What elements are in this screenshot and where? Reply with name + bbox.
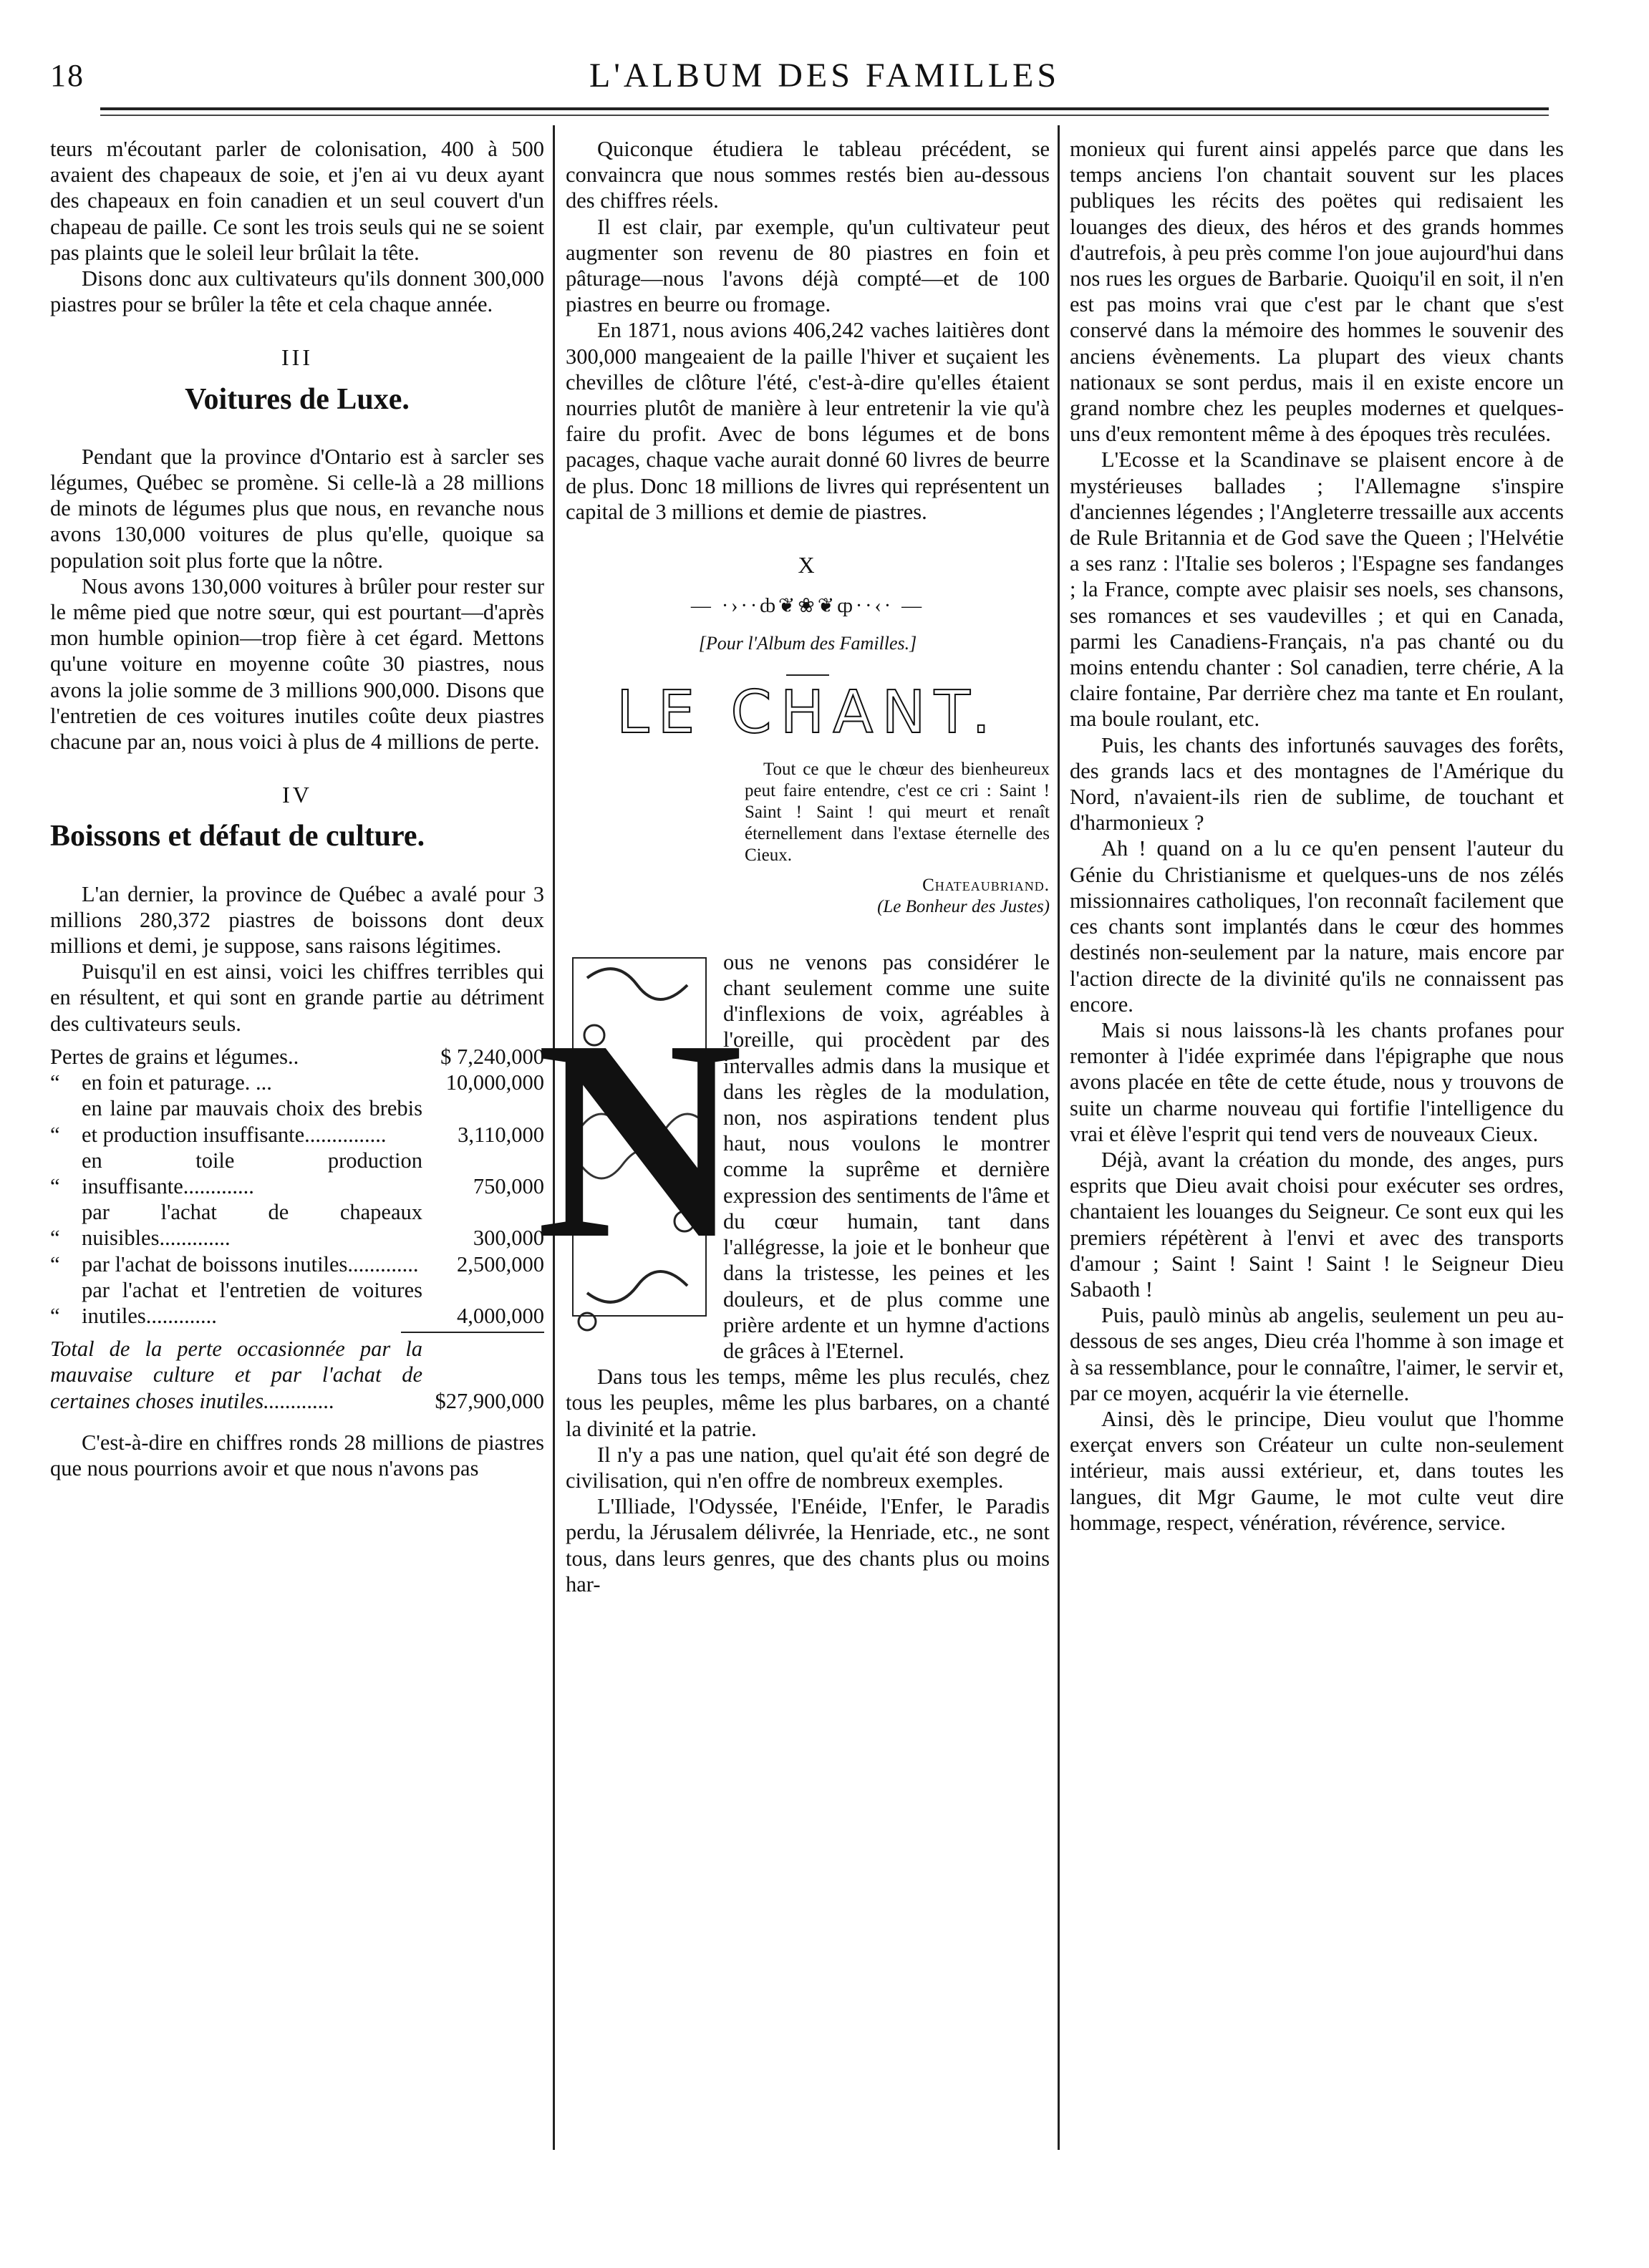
table-row bbox=[50, 1148, 544, 1199]
row-amount: $ 7,240,000 bbox=[440, 1044, 544, 1069]
table-row bbox=[50, 1251, 544, 1277]
table-row bbox=[50, 1044, 544, 1070]
total-rule bbox=[401, 1332, 544, 1333]
header-rule-thin bbox=[100, 115, 1549, 116]
paragraph: Puis, paulò minùs ab angelis, seulement un peu au-dessous de ses anges, Dieu créa l'homme à son image et à sa ressemblance, pour le connaître, l'aimer, le servir et, par ce moyen, acquérir la vie éternelle. bbox=[1070, 1303, 1564, 1405]
paragraph: Puis, les chants des infortunés sauvages des forêts, des grands lacs et des montagnes de l'Amérique du Nord, n'avaient-ils rien de sublime, de touchant et d'harmonieux ? bbox=[1070, 732, 1564, 835]
paragraph: Il est clair, par exemple, qu'un cultivateur peut augmenter son revenu de 80 piastres en foin et pâturage—nous l'avons déjà compté—et de 100 piastres en beurre ou fromage. bbox=[566, 214, 1050, 317]
ornament-divider: — ·›··ȸ❦❀❦ȹ··‹· — bbox=[690, 595, 925, 618]
section-number: X bbox=[798, 552, 818, 578]
row-label: par l'achat de boissons inutiles............. bbox=[82, 1251, 419, 1276]
dropcap-letter: N bbox=[536, 980, 743, 1298]
section-number: III bbox=[281, 344, 313, 371]
row-label: par l'achat et l'entretien de voitures inutiles............. bbox=[82, 1277, 422, 1328]
section-number: IV bbox=[282, 782, 312, 808]
page-number: 18 bbox=[50, 58, 84, 93]
ditto-mark: “ bbox=[50, 1122, 60, 1147]
row-label: en foin et paturage. ... bbox=[82, 1070, 272, 1095]
ornamental-dropcap bbox=[536, 949, 743, 1336]
row-amount: 750,000 bbox=[473, 1173, 544, 1198]
paragraph: Mais si nous laissons-là les chants profanes pour remonter à l'idée exprimée dans l'épigraphe que nous avons placée en tête de cette étude, nous y trouvons de suite un charme nouveau qui fortifie l'intelligence du vrai et élève l'esprit qui tend vers de nouveaux Cieux. bbox=[1070, 1017, 1564, 1146]
section-heading: Boissons et défaut de culture. bbox=[50, 820, 425, 853]
row-amount: 3,110,000 bbox=[458, 1122, 544, 1147]
paragraph: ous ne venons pas considérer le chant seulement comme une suite d'inflexions de voix, agréables à l'oreille, qui procèdent par des intervalles admis dans la musique et dans les règles de la modulation, non, nos aspirations tendent plus haut, nous voulons le montrer comme la suprême et dernière expression des sentiments de l'âme et du cœur humain, tant dans l'allégresse, la joie et le bonheur que dans la tristesse, les peines et les douleurs, et de plus comme une prière ardente et un hymne d'actions de grâces à l'Eternel. bbox=[723, 949, 1050, 1363]
paragraph: L'an dernier, la province de Québec a avalé pour 3 millions 280,372 piastres de boissons dont deux millions et demi, je suppose, sans raisons légitimes. bbox=[50, 881, 544, 959]
ditto-mark: “ bbox=[50, 1251, 60, 1276]
paragraph: Déjà, avant la création du monde, des anges, purs esprits que Dieu avait choisi pour exécuter ses ordres, chantaient les louanges du Seigneur. Ce sont eux qui les premiers répétèrent à l'envi et avec des transports d'amour ; Saint ! Saint ! Saint ! le Seigneur Dieu Sabaoth ! bbox=[1070, 1147, 1564, 1302]
table-row bbox=[50, 1199, 544, 1251]
journal-title: L'ALBUM DES FAMILLES bbox=[589, 57, 1060, 94]
row-amount: 4,000,000 bbox=[457, 1303, 544, 1328]
byline: [Pour l'Album des Familles.] bbox=[698, 633, 917, 654]
paragraph: teurs m'écoutant parler de colonisation, 400 à 500 avaient des chapeaux de soie, et j'en ai vu deux ayant des chapeaux en foin canadien et un seul couvert d'un chapeau de paille. Ce sont les trois seuls qui ne se soient pas plaints que le soleil leur brûlait la tête. bbox=[50, 137, 544, 265]
paragraph: Disons donc aux cultivateurs qu'ils donnent 300,000 piastres pour se brûler la tête et cela chaque année. bbox=[50, 266, 544, 317]
paragraph: monieux qui furent ainsi appelés parce que dans les temps anciens l'on chantait souvent sur les places publiques les récits des poëtes qui redisaient les louanges des dieux, des héros et des grands hommes d'autrefois, à peu près comme l'on joue aujourd'hui dans nos rues les orgues de Barbarie. Quoiqu'il en soit, il n'en est pas moins vrai que c'est par le chant que s'est conservé dans la mémoire des hommes le souvenir des anciens évènements. La plupart des vieux chants nationaux se sont perdus, mais il en existe encore un grand nombre chez les peuples modernes et quelques-uns d'eux remontent même à des époques très reculées. bbox=[1070, 137, 1564, 447]
total-amount: $27,900,000 bbox=[435, 1388, 544, 1413]
total-label: Total de la perte occasionnée par la mauvaise culture et par l'achat de certaines choses inutiles............. bbox=[50, 1337, 422, 1413]
row-label: en toile production insuffisante............. bbox=[82, 1148, 422, 1198]
article-title: LE CHANT. bbox=[616, 678, 1000, 747]
table-row bbox=[50, 1095, 544, 1147]
column-1 bbox=[50, 136, 544, 2146]
table-row bbox=[50, 1277, 544, 1329]
losses-table bbox=[50, 1044, 544, 1414]
ditto-mark: “ bbox=[50, 1226, 60, 1251]
row-label: par l'achat de chapeaux nuisibles............. bbox=[82, 1200, 422, 1251]
total-row bbox=[50, 1336, 544, 1414]
row-amount: 300,000 bbox=[473, 1226, 544, 1251]
paragraph: C'est-à-dire en chiffres ronds 28 millions de piastres que nous pourrions avoir et que nous n'avons pas bbox=[50, 1430, 544, 1480]
paragraph: Nous avons 130,000 voitures à brûler pour rester sur le même pied que notre sœur, qui est pourtant—d'après mon humble opinion—trop fière à cet égard. Mettons qu'une voiture en moyenne coûte 30 piastres, nous avons la jolie somme de 3 millions 900,000. Disons que l'entretien de ces voitures inutiles coûte deux piastres chacune par an, nous voici à plus de 4 millions de perte. bbox=[50, 573, 544, 755]
column-divider-2 bbox=[1058, 125, 1060, 2150]
ditto-mark: “ bbox=[50, 1173, 60, 1198]
short-rule bbox=[786, 674, 829, 676]
paragraph: Pendant que la province d'Ontario est à sarcler ses légumes, Québec se promène. Si celle-là a 28 millions de minots de légumes plus que nous, en revanche nous avons 130,000 voitures de plus qu'elle, quoique sa population soit plus forte que la nôtre. bbox=[50, 444, 544, 573]
ditto-mark: “ bbox=[50, 1303, 60, 1328]
section-heading: Voitures de Luxe. bbox=[185, 382, 410, 416]
paragraph: Il n'y a pas une nation, quel qu'ait été son degré de civilisation, qui n'en offre de nombreux exemples. bbox=[566, 1442, 1050, 1493]
paragraph: Dans tous les temps, même les plus reculés, chez tous les peuples, même les plus barbares, on a chanté la divinité et la patrie. bbox=[566, 1365, 1050, 1441]
column-3 bbox=[1070, 136, 1564, 2146]
paragraph: Ah ! quand on a lu ce qu'en pensent l'auteur du Génie du Christianisme et quelques-uns de nos zélés missionnaires catholiques, l'on reconnaît facilement que ces chants sont implantés dans le cœur des hommes destinés non-seulement par la nature, mais encore par l'action directe de la divinité qu'ils ne connaissent pas encore. bbox=[1070, 836, 1564, 1017]
row-label: en laine par mauvais choix des brebis et production insuffisante............... bbox=[82, 1096, 422, 1147]
row-label: Pertes de grains et légumes.. bbox=[50, 1044, 299, 1069]
paragraph: L'Illiade, l'Odyssée, l'Enéide, l'Enfer, le Paradis perdu, la Jérusalem délivrée, la Henriade, etc., ne sont tous, dans leurs genres, que des chants plus ou moins har- bbox=[566, 1494, 1050, 1596]
paragraph: Quiconque étudiera le tableau précédent, se convaincra que nous sommes restés bien au-dessous des chiffres réels. bbox=[566, 137, 1050, 213]
column-2 bbox=[536, 136, 1050, 2146]
paragraph: L'Ecosse et la Scandinave se plaisent encore à de mystérieuses ballades ; l'Allemagne s'inspire d'anciennes légendes ; l'Angleterre tressaille aux accents de Rule Britannia et de God save the Queen ; l'Helvétie a ses ranz : l'Italie ses boleros ; l'Espagne ses fandanges ; la France, compte avec plaisir ses noels, ses chansons, ses romances et ses vaudevilles ; et qui en Canada, parmi les Canadiens-Français, n'a pas chanté ou du moins entendu chanter : Sol canadien, terre chérie, A la claire fontaine, Par derrière chez ma tante et En roulant, ma boule roulant, etc. bbox=[1070, 447, 1564, 732]
epigraph-author: Chateaubriand. bbox=[922, 875, 1050, 895]
paragraph: Ainsi, dès le principe, Dieu voulut que l'homme exerçat envers son Créateur un culte non-seulement intérieur, mais aussi extérieur, et, dans toutes les langues, dit Mgr Gaume, le mot culte veut dire hommage, respect, vénération, révérence, service. bbox=[1070, 1406, 1564, 1535]
paragraph: Puisqu'il en est ainsi, voici les chiffres terribles qui en résultent, et qui sont en grande partie au détriment des cultivateurs seuls. bbox=[50, 959, 544, 1036]
table-row bbox=[50, 1070, 544, 1095]
ditto-mark: “ bbox=[50, 1070, 60, 1095]
row-amount: 10,000,000 bbox=[445, 1070, 544, 1095]
epigraph-source: (Le Bonheur des Justes) bbox=[877, 896, 1050, 916]
row-amount: 2,500,000 bbox=[457, 1251, 544, 1276]
epigraph bbox=[745, 759, 1050, 918]
header-rule bbox=[100, 107, 1549, 110]
paragraph: En 1871, nous avions 406,242 vaches laitières dont 300,000 mangeaient de la paille l'hiver et suçaient les chevilles de clôture l'été, c'est-à-dire qu'elles étaient nourries plutôt de manière à leur entretenir la vie qu'à faire du profit. Avec de bons légumes et de bons pacages, chaque vache aurait donné 60 livres de beurre de plus. Donc 18 millions de livres qui représentent un capital de 3 millions et demie de piastres. bbox=[566, 318, 1050, 524]
epigraph-text: Tout ce que le chœur des bienheureux peut faire entendre, c'est ce cri : Saint ! Saint ! Saint ! qui meurt et renaît éternellement dans l'extase éternelle des Cieux. bbox=[745, 759, 1050, 865]
